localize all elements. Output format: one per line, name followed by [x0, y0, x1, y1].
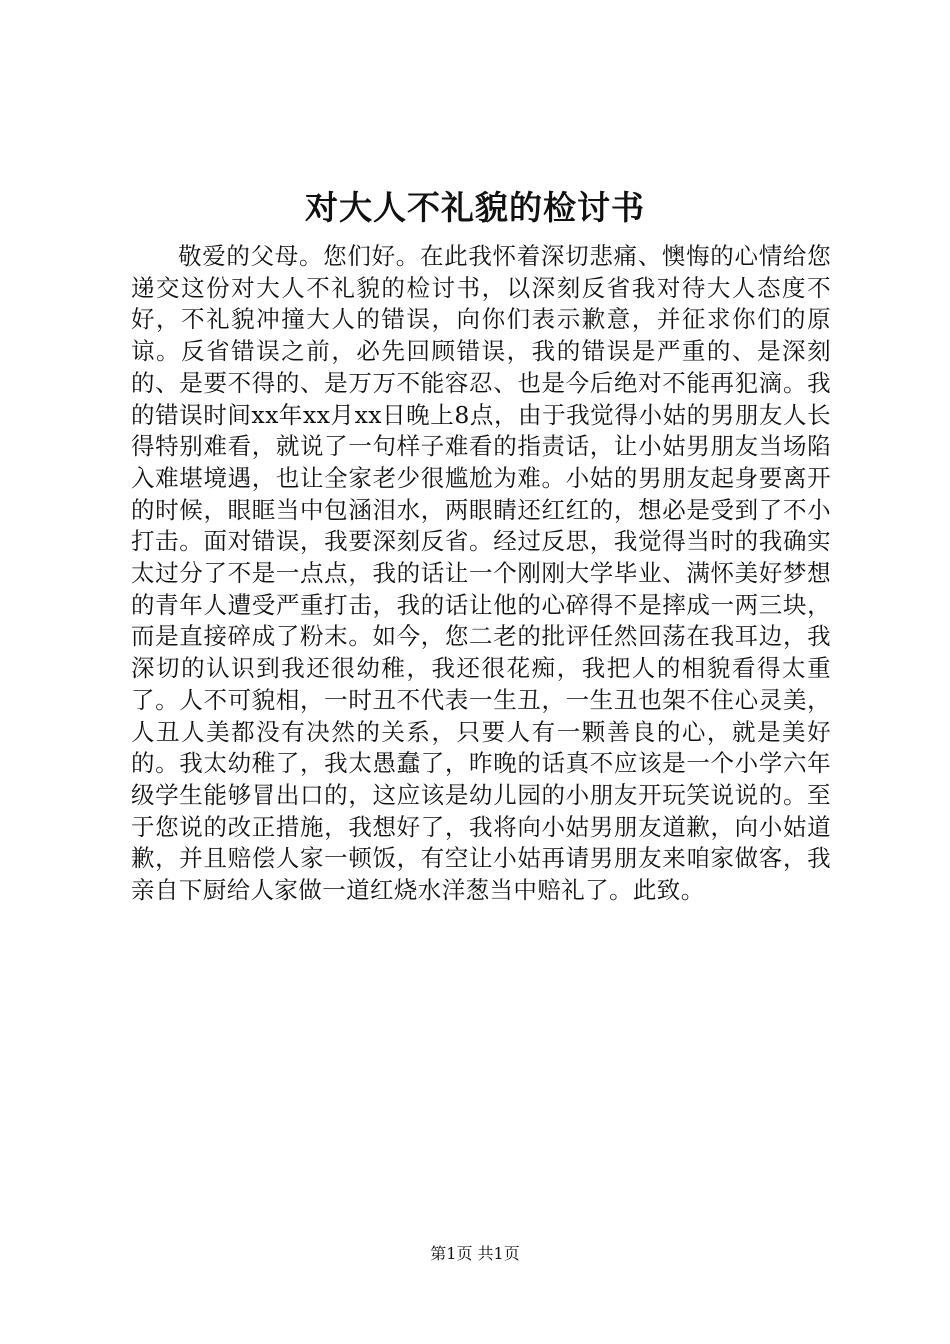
document-title: 对大人不礼貌的检讨书	[305, 188, 645, 227]
document-body: 敬爱的父母。您们好。在此我怀着深切悲痛、懊悔的心情给您递交这份对大人不礼貌的检讨书，以深刻反省我对待大人态度不好，不礼貌冲撞大人的错误，向你们表示歉意，并征求你们的原谅。反省错误之前，必先回顾错误，我的错误是严重的、是深刻的、是要不得的、是万万不能容忍、也是今后绝对不能再犯滴。我的错误时间xx年xx月xx日晚上8点，由于我觉得小姑的男朋友人长得特别难看，就说了一句样子难看的指责话，让小姑男朋友当场陷入难堪境遇，也让全家老少很尴尬为难。小姑的男朋友起身要离开的时候，眼眶当中包涵泪水，两眼睛还红红的，想必是受到了不小打击。面对错误，我要深刻反省。经过反思，我觉得当时的我确实太过分了不是一点点，我的话让一个刚刚大学毕业、满怀美好梦想的青年人遭受严重打击，我的话让他的心碎得不是摔成一两三块，而是直接碎成了粉末。如今，您二老的批评任然回荡在我耳边，我深切的认识到我还很幼稚，我还很花痴，我把人的相貌看得太重了。人不可貌相，一时丑不代表一生丑，一生丑也架不住心灵美，人丑人美都没有决然的关系，只要人有一颗善良的心，就是美好的。我太幼稚了，我太愚蠢了，昨晚的话真不应该是一个小学六年级学生能够冒出口的，这应该是幼儿园的小朋友开玩笑说说的。至于您说的改正措施，我想好了，我将向小姑男朋友道歉，向小姑道歉，并且赔偿人家一顿饭，有空让小姑再请男朋友来咱家做客，我亲自下厨给人家做一道红烧水洋葱当中赔礼了。此致。	[131, 242, 831, 905]
page-footer: 第1页 共1页	[430, 1244, 520, 1263]
